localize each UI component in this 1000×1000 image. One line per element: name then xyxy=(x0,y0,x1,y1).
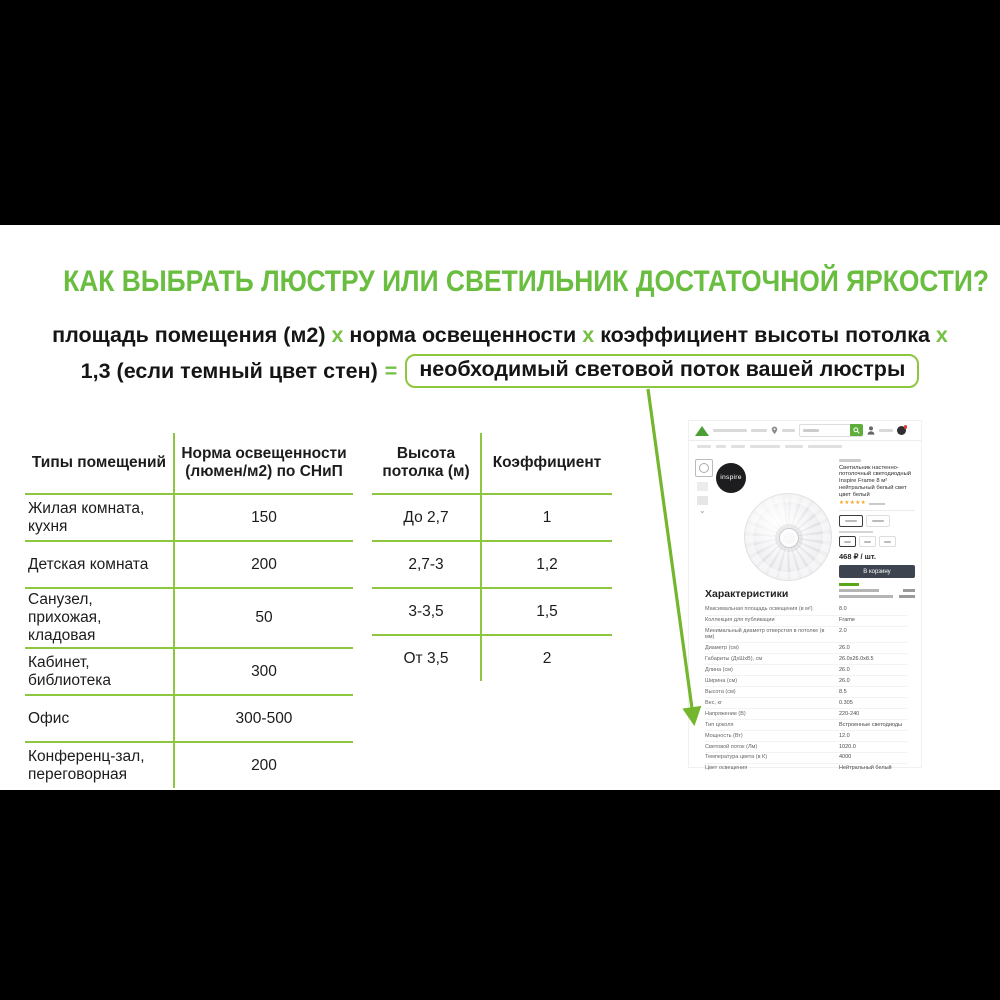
table-row xyxy=(25,540,353,587)
characteristic-row xyxy=(705,643,907,654)
room-type-cell: Детская комната xyxy=(25,542,175,587)
characteristic-label: Высота (см) xyxy=(705,688,736,695)
location-pin-icon[interactable] xyxy=(771,426,778,435)
characteristic-label: Минимальный диаметр отверстия в потолке (в мм) xyxy=(705,628,825,640)
characteristic-row xyxy=(705,687,907,698)
table-row xyxy=(25,493,353,540)
brand-logo: inspire xyxy=(716,463,746,493)
formula-norm: норма освещенности xyxy=(349,323,577,347)
size-option-selected[interactable] xyxy=(839,536,856,547)
norm-value-cell: 200 xyxy=(251,756,277,774)
nav-link-placeholder[interactable] xyxy=(713,429,747,432)
characteristic-label: Ширина (см) xyxy=(705,677,738,684)
search-icon xyxy=(853,427,860,434)
in-stock-label-placeholder xyxy=(839,583,859,586)
characteristic-row xyxy=(705,654,907,665)
table-body xyxy=(372,493,612,681)
notification-badge xyxy=(904,425,908,429)
store-logo-icon[interactable] xyxy=(695,426,709,436)
characteristic-row xyxy=(705,720,907,731)
characteristic-row xyxy=(705,605,907,616)
delivery-row[interactable] xyxy=(839,589,915,592)
formula-line-1 xyxy=(0,323,1000,348)
product-thumbnail[interactable] xyxy=(697,482,708,491)
characteristic-label: Габариты (ДхШхВ), см xyxy=(705,655,763,662)
table-row xyxy=(25,587,353,647)
norm-value-cell: 150 xyxy=(251,508,277,526)
ceiling-height-cell: 3-3,5 xyxy=(372,589,482,634)
norm-value-cell: 300 xyxy=(251,662,277,680)
ceiling-height-cell: От 3,5 xyxy=(372,636,482,681)
table-row xyxy=(372,493,612,540)
breadcrumb-item[interactable] xyxy=(697,445,711,448)
characteristic-value: 0.305 xyxy=(839,699,853,706)
room-type-cell: Офис xyxy=(25,696,175,741)
characteristic-label: Цвет освещения xyxy=(705,765,748,772)
breadcrumb-item xyxy=(808,445,842,448)
product-thumbnail-selected[interactable] xyxy=(695,459,713,477)
thumbnail-image xyxy=(699,463,709,473)
table-body xyxy=(25,493,353,788)
coef-value-cell: 2 xyxy=(542,649,552,667)
characteristic-label: Коллекция для публикации xyxy=(705,617,775,624)
col-header-norm: Норма освещенности (люмен/м2) по СНиП xyxy=(181,445,347,480)
characteristic-value: 8.0 xyxy=(839,606,847,613)
characteristic-value: 2.0 xyxy=(839,628,847,635)
search-placeholder-text xyxy=(803,429,819,432)
pickup-price-placeholder xyxy=(899,595,915,598)
content-area xyxy=(0,225,1000,790)
multiply-sign: x xyxy=(935,323,948,347)
breadcrumb[interactable] xyxy=(697,445,842,448)
coef-value-cell: 1,5 xyxy=(536,602,558,620)
add-to-cart-button[interactable]: В корзину xyxy=(839,565,915,578)
size-option[interactable] xyxy=(859,536,876,547)
col-header-ceiling: Высота потолка (м) xyxy=(372,433,482,493)
pickup-label-placeholder xyxy=(839,595,893,598)
room-type-cell: Жилая комната, кухня xyxy=(25,495,175,540)
characteristics-list xyxy=(705,605,907,774)
breadcrumb-item[interactable] xyxy=(750,445,780,448)
coef-value-cell: 1 xyxy=(542,508,552,526)
table-row xyxy=(372,540,612,587)
characteristic-value: 26.0 xyxy=(839,666,850,673)
rating-row[interactable] xyxy=(839,501,915,507)
page-title xyxy=(0,265,1000,299)
table-row xyxy=(25,694,353,741)
col-header-room-types: Типы помещений xyxy=(25,433,175,493)
formula-coef: коэффициент высоты потолка xyxy=(600,323,930,347)
ceiling-height-cell: До 2,7 xyxy=(372,495,482,540)
norm-value-cell: 50 xyxy=(255,609,273,626)
characteristic-row xyxy=(705,709,907,720)
variant-selector xyxy=(839,515,915,527)
characteristic-label: Напряжение (В) xyxy=(705,710,746,717)
characteristic-row xyxy=(705,665,907,676)
login-label-placeholder[interactable] xyxy=(879,429,893,432)
search-input[interactable] xyxy=(799,424,863,437)
table-row xyxy=(25,741,353,788)
characteristic-value: 1020.0 xyxy=(839,743,856,750)
table-row xyxy=(25,647,353,694)
characteristic-value: 8.5 xyxy=(839,688,847,695)
size-label-placeholder xyxy=(884,541,891,543)
ceiling-height-cell: 2,7-3 xyxy=(372,542,482,587)
formula-wall-factor: 1,3 (если темный цвет стен) xyxy=(80,358,378,383)
characteristic-row xyxy=(705,764,907,774)
size-label-placeholder xyxy=(844,541,851,543)
characteristic-row xyxy=(705,676,907,687)
table-header-row xyxy=(25,433,353,493)
star-rating: ★★★★★ xyxy=(839,500,867,507)
characteristic-row xyxy=(705,742,907,753)
room-type-cell: Кабинет, библиотека xyxy=(25,649,175,694)
characteristic-row xyxy=(705,698,907,709)
table-row xyxy=(372,634,612,681)
page-title-text: КАК ВЫБРАТЬ ЛЮСТРУ ИЛИ СВЕТИЛЬНИК ДОСТАТОЧНОЙ ЯРКОСТИ? xyxy=(63,265,989,298)
characteristic-label: Температура цвета (в К) xyxy=(705,754,768,761)
rooms-norm-table xyxy=(25,433,353,788)
formula-area: площадь помещения (м2) xyxy=(52,323,326,347)
characteristic-value: 26.0 xyxy=(839,677,850,684)
divider xyxy=(839,510,915,511)
variant-label-placeholder xyxy=(845,520,857,522)
formula-result-box: необходимый световой поток вашей люстры xyxy=(405,354,919,388)
characteristic-row xyxy=(705,731,907,742)
breadcrumb-item[interactable] xyxy=(731,445,745,448)
characteristic-value: 220-240 xyxy=(839,710,860,717)
norm-value-cell: 200 xyxy=(251,555,277,573)
pickup-row[interactable] xyxy=(839,595,915,598)
table-row xyxy=(372,587,612,634)
product-page-screenshot xyxy=(688,420,922,772)
characteristic-row xyxy=(705,616,907,627)
equals-sign: = xyxy=(384,358,398,383)
product-title: Светильник настенно-потолочный светодиодный Inspire Frame 8 м² нейтральный белый свет цвет белый xyxy=(839,464,912,499)
user-icon[interactable] xyxy=(867,426,875,435)
delivery-price-placeholder xyxy=(903,589,915,592)
search-button[interactable] xyxy=(850,424,863,436)
product-info-column xyxy=(839,459,915,598)
characteristic-row xyxy=(705,753,907,764)
ceiling-coef-table xyxy=(372,433,612,681)
breadcrumb-item[interactable] xyxy=(716,445,726,448)
variant-option[interactable] xyxy=(866,515,890,527)
characteristic-label: Световой поток (Лм) xyxy=(705,743,758,750)
product-image-lamp[interactable] xyxy=(744,493,832,581)
characteristic-value: 26.0x26.0x8.5 xyxy=(839,655,874,662)
col-header-coef: Коэффициент xyxy=(492,454,602,471)
city-label-placeholder[interactable] xyxy=(782,429,795,432)
characteristic-value: Встроенные светодиоды xyxy=(839,721,902,728)
characteristic-label: Максимальная площадь освещения (в м²) xyxy=(705,606,813,613)
characteristic-value: 26.0 xyxy=(839,644,850,651)
characteristic-label: Вес, кг xyxy=(705,699,722,706)
size-label-placeholder xyxy=(864,541,871,543)
characteristic-value: 12.0 xyxy=(839,732,850,739)
nav-link-placeholder[interactable] xyxy=(751,429,767,432)
option-label-placeholder xyxy=(839,531,873,534)
formula-line-2 xyxy=(0,354,1000,388)
reviews-count-placeholder[interactable] xyxy=(869,503,885,506)
room-type-cell: Санузел, прихожая, кладовая xyxy=(25,589,175,647)
characteristic-value: Нейтральный белый xyxy=(839,765,892,772)
product-thumbnail[interactable] xyxy=(697,496,708,505)
characteristic-label: Тип цоколя xyxy=(705,721,734,728)
multiply-sign: x xyxy=(582,323,595,347)
coef-value-cell: 1,2 xyxy=(536,555,558,573)
variant-label-placeholder xyxy=(872,520,884,522)
delivery-label-placeholder xyxy=(839,589,879,592)
characteristic-value: Frame xyxy=(839,617,855,624)
site-header xyxy=(689,421,921,441)
norm-value-cell: 300-500 xyxy=(235,709,293,727)
article-number-placeholder xyxy=(839,459,861,462)
product-price: 468 ₽ / шт. xyxy=(839,552,876,562)
room-type-cell: Конференц-зал, переговорная xyxy=(25,743,175,788)
characteristic-row xyxy=(705,627,907,643)
variant-option-selected[interactable] xyxy=(839,515,863,527)
chevron-down-icon[interactable]: ⌄ xyxy=(699,506,706,515)
characteristic-value: 4000 xyxy=(839,754,852,761)
multiply-sign: x xyxy=(331,323,344,347)
characteristic-label: Мощность (Вт) xyxy=(705,732,743,739)
size-selector xyxy=(839,536,915,547)
breadcrumb-item[interactable] xyxy=(785,445,803,448)
characteristic-label: Диаметр (см) xyxy=(705,644,739,651)
characteristics-heading: Характеристики xyxy=(705,588,789,600)
size-option[interactable] xyxy=(879,536,896,547)
characteristic-label: Длина (см) xyxy=(705,666,733,673)
table-header-row xyxy=(372,433,612,493)
avatar[interactable] xyxy=(897,426,906,435)
